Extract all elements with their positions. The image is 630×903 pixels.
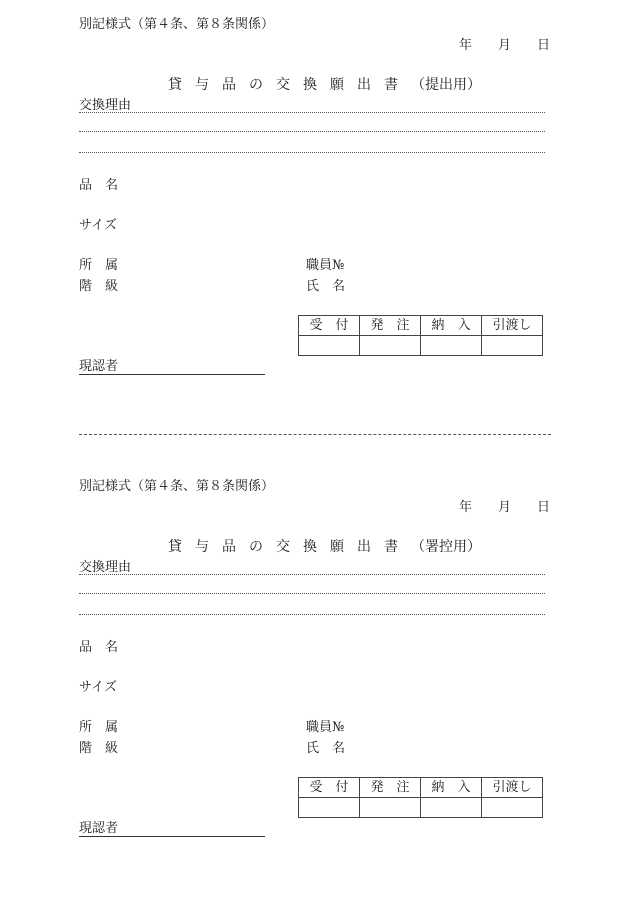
stamp-cell-handover[interactable] <box>482 336 543 356</box>
stamp-cell-received[interactable] <box>299 798 360 818</box>
title-char: 書 <box>384 539 398 555</box>
title-char: の <box>249 539 263 555</box>
stamp-cell-ordered[interactable] <box>360 798 421 818</box>
title-char: 交 <box>276 539 290 555</box>
affiliation-label: 所 属 <box>79 258 119 273</box>
reason-line-2[interactable] <box>79 131 545 132</box>
date-year: 年 <box>459 500 473 515</box>
size-label: サイズ <box>79 680 117 695</box>
date-day: 日 <box>537 38 551 53</box>
stamp-table <box>298 315 543 356</box>
witness-signature-line[interactable] <box>79 836 265 837</box>
reason-label: 交換理由 <box>79 560 132 575</box>
title-char: 与 <box>195 77 209 93</box>
date-day: 日 <box>537 500 551 515</box>
title-char: 品 <box>222 539 236 555</box>
stamp-header-received: 受 付 <box>299 316 360 336</box>
stamp-cell-delivered[interactable] <box>421 336 482 356</box>
date-year: 年 <box>459 38 473 53</box>
date-month: 月 <box>498 38 512 53</box>
witness-signature-line[interactable] <box>79 374 265 375</box>
title-char: 願 <box>330 539 344 555</box>
form-title <box>168 540 481 554</box>
title-char: 貸 <box>168 77 182 93</box>
reason-label: 交換理由 <box>79 98 132 113</box>
stamp-header-delivered: 納 入 <box>421 316 482 336</box>
name-label: 氏 名 <box>306 741 346 756</box>
style-note: 別記様式（第４条、第８条関係） <box>79 479 275 494</box>
title-char: 与 <box>195 539 209 555</box>
title-char: 貸 <box>168 539 182 555</box>
item-name-label: 品 名 <box>79 178 119 193</box>
title-char: 出 <box>357 539 371 555</box>
reason-line-3[interactable] <box>79 152 545 153</box>
date-line <box>459 501 550 514</box>
date-line <box>459 39 550 52</box>
name-label: 氏 名 <box>306 279 346 294</box>
stamp-table <box>298 777 543 818</box>
title-suffix: （提出用） <box>411 77 481 93</box>
title-char: 換 <box>303 77 317 93</box>
size-label: サイズ <box>79 218 117 233</box>
stamp-header-handover: 引渡し <box>482 778 543 798</box>
style-note: 別記様式（第４条、第８条関係） <box>79 17 275 32</box>
title-char: 出 <box>357 77 371 93</box>
witness-label: 現認者 <box>79 821 119 836</box>
stamp-header-received: 受 付 <box>299 778 360 798</box>
cut-line <box>79 434 551 435</box>
stamp-cell-ordered[interactable] <box>360 336 421 356</box>
witness-label: 現認者 <box>79 359 119 374</box>
stamp-header-delivered: 納 入 <box>421 778 482 798</box>
form-station-copy <box>0 462 630 882</box>
staff-number-label: 職員№ <box>306 720 345 735</box>
title-suffix: （署控用） <box>411 539 481 555</box>
stamp-cell-received[interactable] <box>299 336 360 356</box>
form-title <box>168 78 481 92</box>
rank-label: 階 級 <box>79 279 119 294</box>
title-char: の <box>249 77 263 93</box>
title-char: 願 <box>330 77 344 93</box>
title-char: 書 <box>384 77 398 93</box>
date-month: 月 <box>498 500 512 515</box>
title-char: 交 <box>276 77 290 93</box>
stamp-header-ordered: 発 注 <box>360 778 421 798</box>
reason-line-2[interactable] <box>79 593 545 594</box>
stamp-header-handover: 引渡し <box>482 316 543 336</box>
stamp-cell-delivered[interactable] <box>421 798 482 818</box>
reason-line-3[interactable] <box>79 614 545 615</box>
rank-label: 階 級 <box>79 741 119 756</box>
title-char: 品 <box>222 77 236 93</box>
item-name-label: 品 名 <box>79 640 119 655</box>
stamp-header-ordered: 発 注 <box>360 316 421 336</box>
stamp-cell-handover[interactable] <box>482 798 543 818</box>
title-char: 換 <box>303 539 317 555</box>
reason-line-1[interactable] <box>79 574 545 575</box>
reason-line-1[interactable] <box>79 112 545 113</box>
affiliation-label: 所 属 <box>79 720 119 735</box>
form-submission-copy <box>0 0 630 420</box>
staff-number-label: 職員№ <box>306 258 345 273</box>
